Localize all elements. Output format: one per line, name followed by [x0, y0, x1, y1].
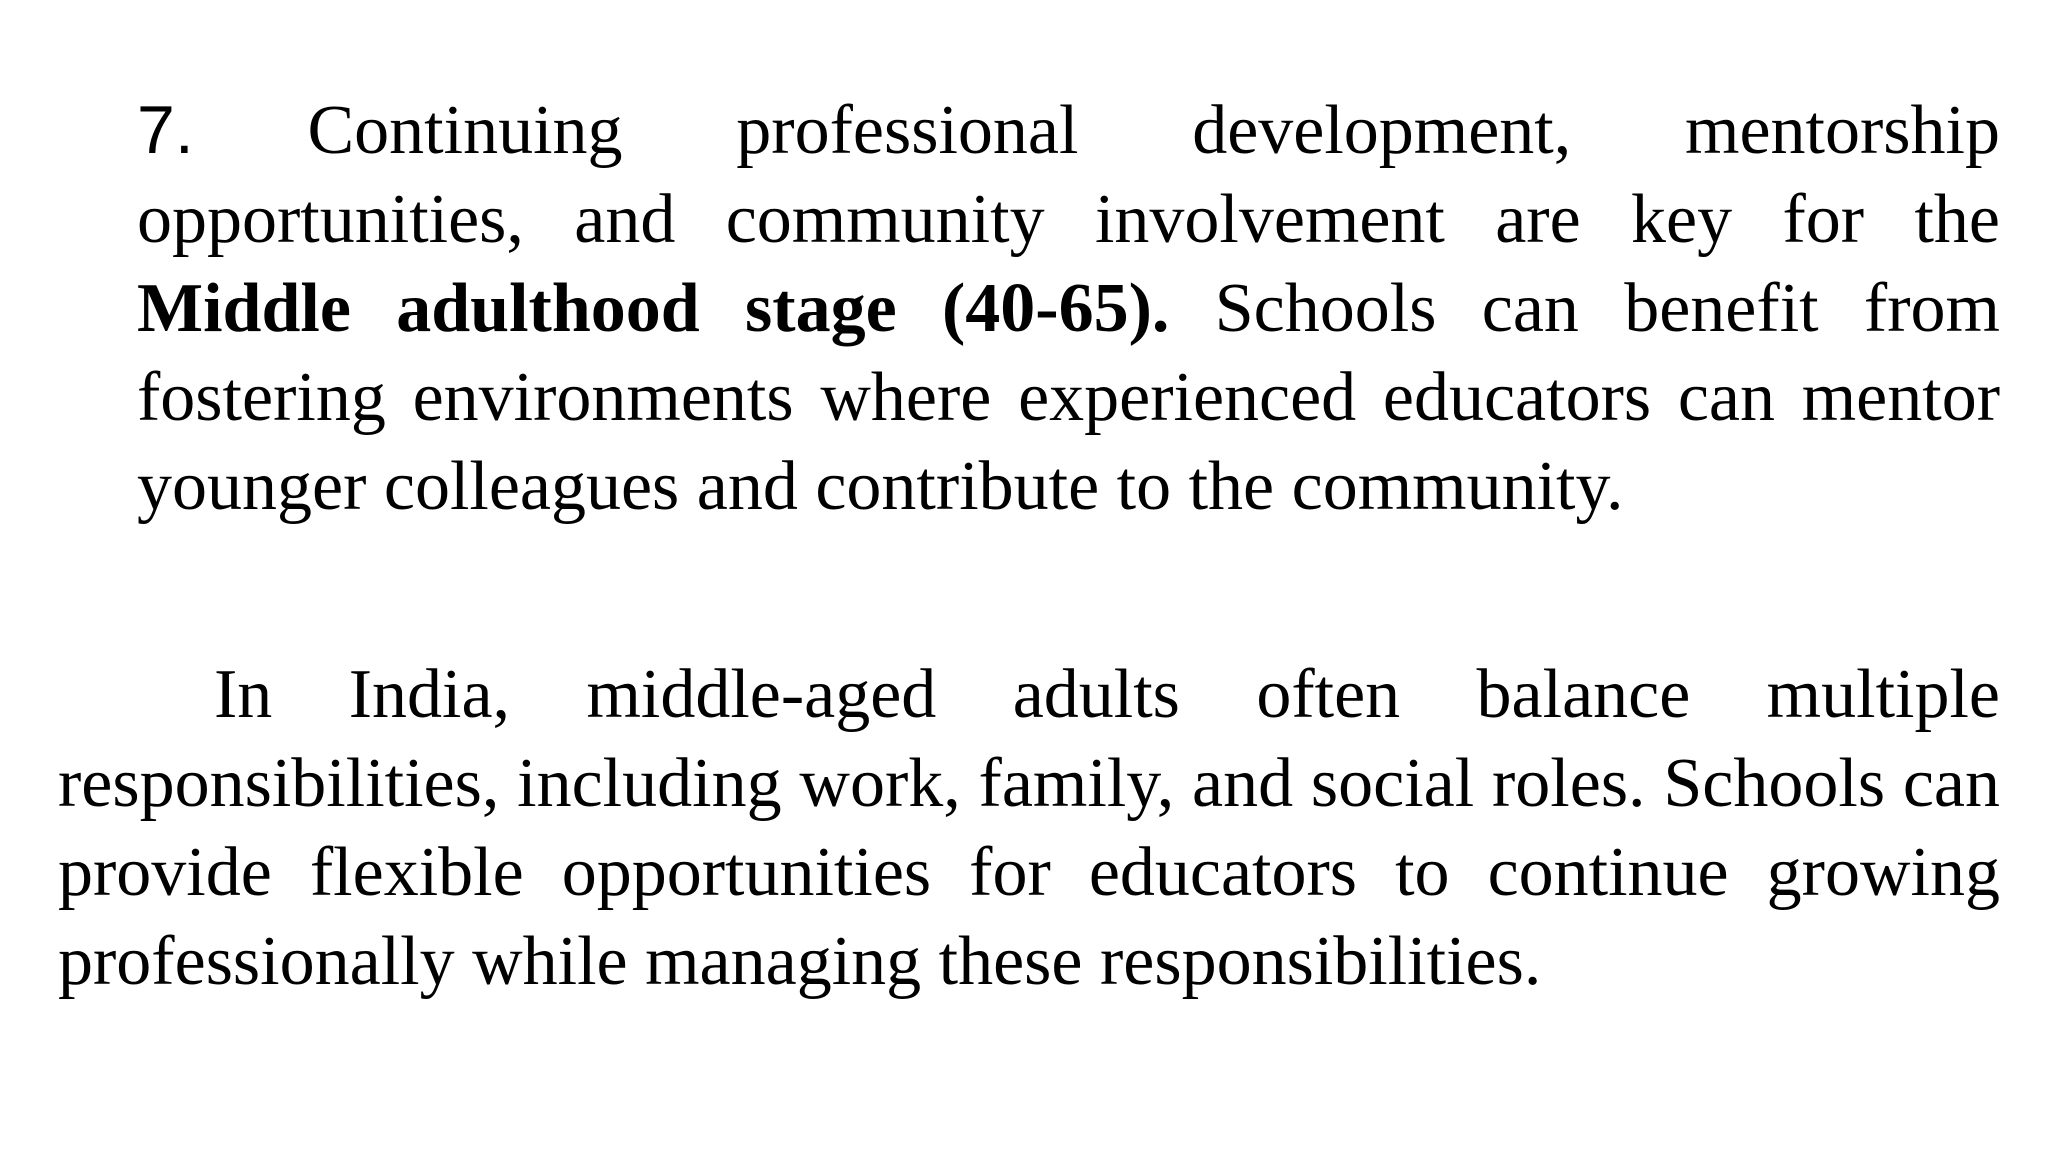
item-number: 7.: [137, 92, 194, 168]
item-text-after: Schools can benefit from fostering environments where experienced educators can mentor younger colleagues and contribute to the community.: [137, 270, 2000, 525]
body-paragraph: In India, middle-aged adults often balance multiple responsibilities, including work, family, and social roles. Schools can provide flexible opportunities for educators to continue growing professionally while managing these responsibilities.: [58, 656, 2000, 1000]
item-bold-phrase: Middle adulthood stage (40-65).: [137, 270, 1170, 347]
list-item-7: [137, 86, 2000, 531]
item-text-before: Continuing professional development, mentorship opportunities, and community involvement are key for the: [137, 92, 2000, 258]
